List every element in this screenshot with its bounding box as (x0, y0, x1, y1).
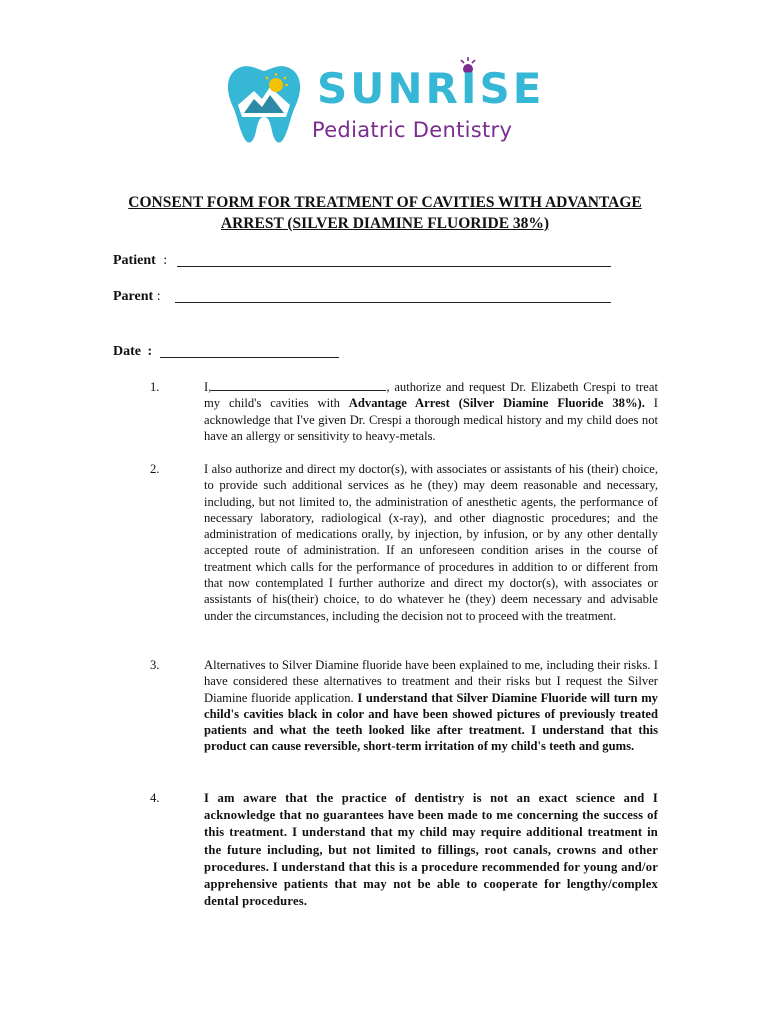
item1-part-b: , authorize and request Dr. Elizabeth Crespi to treat my child's cavities with (204, 380, 658, 411)
date-colon: : (147, 344, 153, 359)
patient-label: Patient (113, 253, 156, 268)
list-item-4 (150, 790, 658, 910)
item1-part-a: I, (204, 380, 212, 394)
item-number: 4. (150, 791, 160, 805)
parent-line[interactable] (175, 302, 611, 303)
item-text: I am aware that the practice of dentistry is not an exact science and I acknowledge that no guarantees have been made to me concerning the success of this treatment. I understand that my child may require additional treatment in the future including, but not limited to fillings, root canals, crowns and other procedures. I understand that this is a procedure recommended for young and/or apprehensive patients that may not be able to cooperate for lengthy/complex dental procedures. (204, 791, 658, 909)
item-text: I also authorize and direct my doctor(s), with associates or assistants of his (their) choice, to provide such additional services as he (they) may deem reasonable and necessary, including, but not limited to, the administration of anesthetic agents, the performance of necessary laboratory, radiological (x-ray), and other diagnostic procedures; and the administration of medications orally, by injection, by infusion, or by any other dentally accepted route of administration. If an unforeseen condition arises in the course of treatment which calls for the performance of procedures in addition to or different from that now contemplated I further authorize and direct my doctor(s), with associates or assistants of his(their) choice, to do whatever he (they) deem necessary and advisable under the circumstances, including the decision not to proceed with the treatment. (204, 462, 658, 623)
parent-field (113, 288, 161, 306)
title-line-1: CONSENT FORM FOR TREATMENT OF CAVITIES WITH ADVANTAGE (128, 194, 642, 211)
item1-bold: Advantage Arrest (Silver Diamine Fluoride 38%). (348, 396, 645, 411)
list-item-1 (150, 379, 658, 444)
item3-text: Alternatives to Silver Diamine fluoride have been explained to me, including their risks. I have considered these alternatives to treatment and their risks but I request the Silver Diamine fluoride application. (204, 658, 658, 705)
patient-line[interactable] (177, 266, 611, 267)
brand-name: SUNRISE (317, 64, 545, 113)
name-blank[interactable] (211, 379, 386, 391)
list-item-2 (150, 461, 658, 624)
item-number: 3. (150, 658, 160, 672)
sunrise-logo (224, 55, 564, 155)
item-text (204, 379, 658, 444)
item3-bold: I understand that Silver Diamine Fluoride will turn my child's cavities black in color and have been showed pictures of previously treated patients and what the teeth looked like after treatment. I understand that this product can cause reversible, short-term irritation of my child's teeth and gums. (204, 690, 658, 754)
item-number: 2. (150, 462, 160, 476)
patient-colon: : (163, 253, 168, 268)
title-line-2: ARREST (SILVER DIAMINE FLUORIDE 38%) (220, 215, 550, 232)
item-number: 1. (150, 380, 160, 394)
date-field (113, 343, 152, 361)
parent-label: Parent (113, 289, 154, 304)
item1-part-c: I acknowledge that I've given Dr. Crespi a thorough medical history and my child does not have an allergy or sensitivity to heavy-metals. (204, 396, 658, 443)
patient-field (113, 252, 167, 270)
form-title (100, 192, 670, 234)
parent-colon: : (156, 289, 161, 304)
item-text (204, 657, 658, 755)
date-line[interactable] (160, 357, 339, 358)
tooth-sunrise-icon (224, 63, 304, 145)
list-item-3 (150, 657, 658, 755)
brand-tagline: Pediatric Dentistry (312, 118, 513, 142)
date-label: Date (113, 344, 141, 359)
